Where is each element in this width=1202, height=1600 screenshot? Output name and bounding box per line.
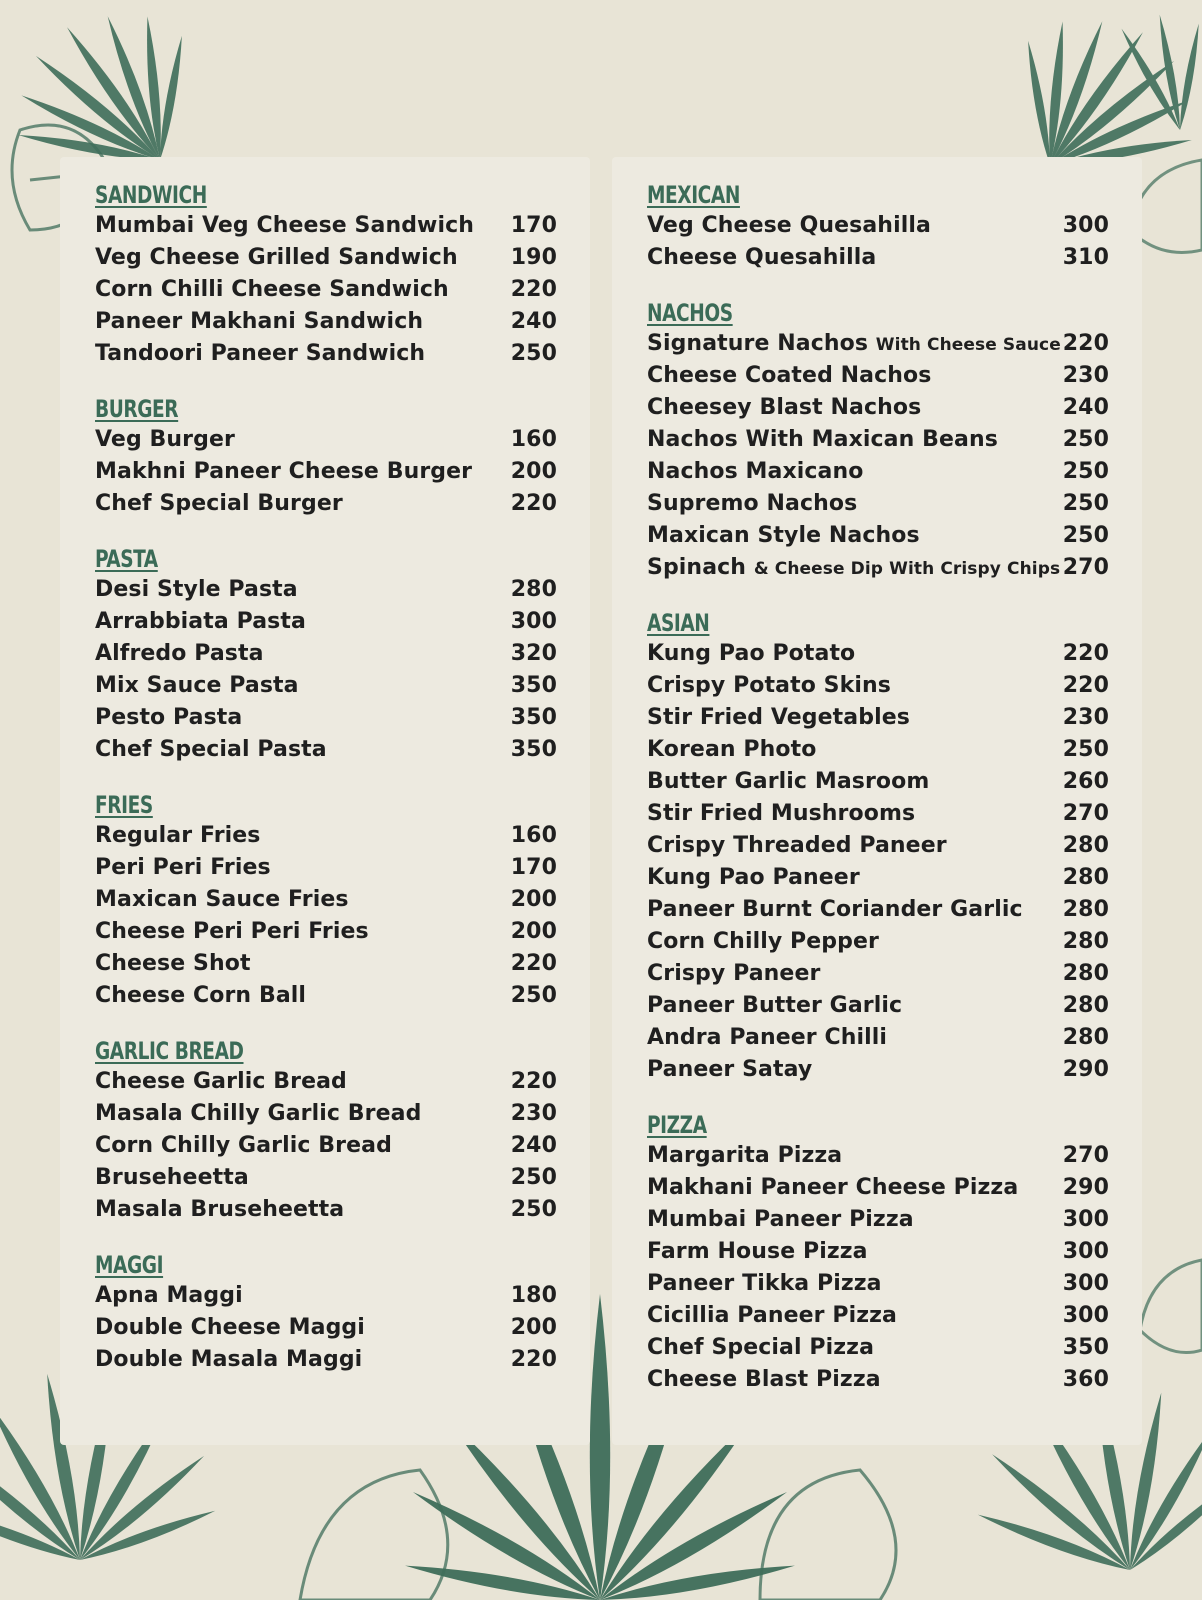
menu-item [95,980,557,1012]
menu-item-price: 170 [510,855,557,880]
menu-item-name-text: Apna Maggi [95,1283,243,1308]
menu-item-name [95,638,264,670]
menu-item-name [95,820,261,852]
menu-item-price: 270 [1062,555,1109,580]
menu-item-price: 200 [510,887,557,912]
menu-item-price: 180 [510,1283,557,1308]
menu-item [95,670,557,702]
menu-item-name-text: Alfredo Pasta [95,641,264,666]
menu-item-name [95,702,242,734]
menu-item [647,798,1109,830]
menu-section [95,180,557,370]
menu-item-price: 350 [510,737,557,762]
menu-item-price: 230 [1062,363,1109,388]
menu-item-price: 310 [1062,245,1109,270]
menu-item [95,820,557,852]
menu-item [95,574,557,606]
menu-item-name [95,456,472,488]
menu-item [647,242,1109,274]
menu-item-price: 280 [510,577,557,602]
menu-item-name [647,456,863,488]
menu-item-name-text: Corn Chilly Pepper [647,929,879,954]
menu-section [647,608,1109,1086]
menu-item-name [647,1236,868,1268]
menu-item-name-text: Cheese Garlic Bread [95,1069,347,1094]
menu-item-name [95,1194,344,1226]
menu-item-name [95,980,306,1012]
menu-item-name-text: Butter Garlic Masroom [647,769,930,794]
menu-item-name [647,894,1023,926]
menu-item-note: & Cheese Dip With Crispy Chips [753,559,1061,579]
menu-item-name-text: Double Masala Maggi [95,1347,363,1372]
menu-item [95,274,557,306]
menu-item-name-text: Maxican Sauce Fries [95,887,349,912]
menu-column-left [95,180,557,1400]
menu-item-name-text: Paneer Butter Garlic [647,993,903,1018]
menu-item-name [647,488,857,520]
section-title: FRIES [95,791,153,819]
menu-item-name [95,852,271,884]
menu-item-price: 350 [1062,1335,1109,1360]
menu-item-name [95,1312,365,1344]
menu-item [95,852,557,884]
menu-item [647,1140,1109,1172]
menu-item-price: 350 [510,705,557,730]
menu-item-name-text: Farm House Pizza [647,1239,868,1264]
menu-item [95,1130,557,1162]
menu-item-name-text: Cheese Peri Peri Fries [95,919,369,944]
menu-item [647,670,1109,702]
menu-item-price: 300 [1062,1303,1109,1328]
menu-item [647,1022,1109,1054]
menu-item-price: 250 [510,341,557,366]
menu-item-name-text: Cheese Blast Pizza [647,1367,881,1392]
menu-item-name-text: Cheesey Blast Nachos [647,395,922,420]
menu-item [95,948,557,980]
menu-item-price: 290 [1062,1175,1109,1200]
menu-item-price: 250 [1062,491,1109,516]
menu-item [647,210,1109,242]
menu-item-name [647,1140,842,1172]
menu-item-name [647,702,910,734]
menu-item-name-text: Desi Style Pasta [95,577,298,602]
menu-item [95,1194,557,1226]
menu-item-price: 160 [510,823,557,848]
menu-item-price: 360 [1062,1367,1109,1392]
menu-item-name [647,766,929,798]
menu-item-name-text: Chef Special Pasta [95,737,327,762]
menu-item-price: 270 [1062,801,1109,826]
menu-item [647,488,1109,520]
menu-item-name-text: Corn Chilly Garlic Bread [95,1133,392,1158]
menu-item [647,520,1109,552]
menu-column-right [647,180,1109,1420]
menu-item-name [95,1280,243,1312]
menu-item-name-text: Paneer Tikka Pizza [647,1271,882,1296]
menu-item-name [95,574,298,606]
menu-item [647,862,1109,894]
menu-item-name-text: Korean Photo [647,737,817,762]
menu-item [95,456,557,488]
section-title: ASIAN [647,609,710,637]
menu-item-price: 220 [510,277,557,302]
menu-item-price: 320 [510,641,557,666]
menu-item-name [647,1332,874,1364]
menu-item-name [647,798,915,830]
menu-item-name-text: Cicillia Paneer Pizza [647,1303,898,1328]
menu-item-price: 220 [510,1069,557,1094]
section-title: PASTA [95,545,158,573]
menu-section [95,1250,557,1376]
menu-item-price: 260 [1062,769,1109,794]
menu-item-name-text: Stir Fried Vegetables [647,705,910,730]
menu-item-name-text: Paneer Burnt Coriander Garlic [647,897,1023,922]
menu-item-name-text: Kung Pao Paneer [647,865,860,890]
menu-item-name-text: Double Cheese Maggi [95,1315,365,1340]
menu-item-name [95,916,369,948]
menu-item-name [647,1268,882,1300]
menu-item-name [647,360,931,392]
menu-item [647,926,1109,958]
menu-item-name-text: Supremo Nachos [647,491,858,516]
menu-section [95,544,557,766]
menu-item-price: 280 [1062,929,1109,954]
menu-item-name-text: Nachos Maxicano [647,459,864,484]
menu-item-price: 240 [510,309,557,334]
menu-item-name-text: Mumbai Veg Cheese Sandwich [95,213,475,238]
menu-item-price: 220 [1062,673,1109,698]
menu-item-name [647,1204,914,1236]
menu-item [95,210,557,242]
menu-item-price: 220 [1062,641,1109,666]
menu-item-name-text: Cheese Quesahilla [647,245,877,270]
menu-item-name-text: Veg Cheese Grilled Sandwich [95,245,458,270]
menu-item-name-text: Stir Fried Mushrooms [647,801,916,826]
menu-item-note: With Cheese Sauce [875,335,1061,355]
menu-item [647,766,1109,798]
menu-item-name-text: Mix Sauce Pasta [95,673,299,698]
menu-item-name-text: Cheese Shot [95,951,251,976]
menu-item [95,638,557,670]
menu-item [647,1268,1109,1300]
menu-item-name [95,338,425,370]
menu-item [647,552,1109,584]
menu-item-name [95,210,474,242]
menu-item-name [647,1364,881,1396]
menu-item [647,958,1109,990]
menu-item-name [647,990,902,1022]
menu-item-name-text: Signature Nachos [647,331,869,356]
menu-item-name-text: Makhni Paneer Cheese Burger [95,459,473,484]
menu-item [95,1098,557,1130]
menu-item-name [647,1300,897,1332]
menu-item [95,1312,557,1344]
menu-item-price: 200 [510,919,557,944]
menu-item-price: 250 [1062,459,1109,484]
menu-item [647,1236,1109,1268]
menu-item-name [647,424,998,456]
menu-item-name [95,1098,421,1130]
menu-item-price: 250 [1062,737,1109,762]
menu-item-name [95,606,306,638]
menu-item-price: 230 [510,1101,557,1126]
menu-item [95,606,557,638]
menu-item [95,1162,557,1194]
menu-item-name-text: Margarita Pizza [647,1143,843,1168]
menu-item-name [95,1344,362,1376]
menu-item [95,916,557,948]
menu-item-name [95,1130,392,1162]
menu-item-name-text: Andra Paneer Chilli [647,1025,888,1050]
menu-item-price: 300 [510,609,557,634]
menu-item-price: 280 [1062,961,1109,986]
menu-item-name [647,1054,812,1086]
menu-item-price: 280 [1062,993,1109,1018]
menu-item [95,1280,557,1312]
menu-item-price: 240 [1062,395,1109,420]
menu-item-name [95,948,251,980]
menu-item-name-text: Chef Special Pizza [647,1335,875,1360]
menu-item-name-text: Mumbai Paneer Pizza [647,1207,914,1232]
menu-item-name [647,520,920,552]
menu-item [647,638,1109,670]
section-title: SANDWICH [95,181,207,209]
menu-item-price: 160 [510,427,557,452]
menu-item [647,894,1109,926]
menu-item [647,424,1109,456]
menu-item [647,360,1109,392]
menu-item-price: 220 [510,1347,557,1372]
menu-item-name-text: Veg Burger [95,427,235,452]
menu-item-name [95,274,449,306]
menu-item-price: 240 [510,1133,557,1158]
section-title: NACHOS [647,299,733,327]
menu-item-name-text: Maxican Style Nachos [647,523,920,548]
menu-item-price: 350 [510,673,557,698]
section-title: GARLIC BREAD [95,1037,244,1065]
menu-item [647,1172,1109,1204]
menu-item-name [95,884,349,916]
section-title: BURGER [95,395,179,423]
menu-item [647,392,1109,424]
menu-item [95,1344,557,1376]
section-title: MAGGI [95,1251,164,1279]
menu-item-name-text: Spinach [647,555,747,580]
menu-item [95,306,557,338]
menu-item-name [647,552,1060,585]
menu-item-name-text: Nachos With Maxican Beans [647,427,998,452]
menu-item-price: 200 [510,459,557,484]
section-title: PIZZA [647,1111,707,1139]
menu-item [647,456,1109,488]
menu-item-name-text: Masala Chilly Garlic Bread [95,1101,422,1126]
menu-item-name [647,392,921,424]
menu-section [95,394,557,520]
menu-item [95,424,557,456]
menu-item [647,1300,1109,1332]
menu-section [95,790,557,1012]
menu-item-price: 250 [1062,427,1109,452]
menu-item-price: 170 [510,213,557,238]
palm-leaf-icon [17,14,186,164]
menu-item [95,488,557,520]
palm-leaf-icon [1024,14,1202,170]
menu-item-name [647,734,816,766]
menu-item-price: 220 [1062,331,1109,356]
menu-item-name [95,424,235,456]
menu-item [647,1054,1109,1086]
menu-item-name-text: Bruseheetta [95,1165,249,1190]
menu-item [647,734,1109,766]
menu-item-price: 290 [1062,1057,1109,1082]
menu-item [647,328,1109,360]
menu-item-name-text: Crispy Threaded Paneer [647,833,947,858]
menu-item-name [647,862,860,894]
menu-item [95,734,557,766]
menu-item-price: 270 [1062,1143,1109,1168]
menu-item-price: 250 [510,1197,557,1222]
menu-item-price: 250 [510,983,557,1008]
menu-item-name-text: Regular Fries [95,823,261,848]
menu-item-name [95,1162,249,1194]
menu-item-name [647,926,879,958]
menu-item [647,1364,1109,1396]
menu-item [647,830,1109,862]
menu-item-name-text: Peri Peri Fries [95,855,271,880]
menu-item [647,1332,1109,1364]
menu-item-price: 250 [510,1165,557,1190]
menu-item-price: 190 [510,245,557,270]
menu-item-price: 200 [510,1315,557,1340]
menu-item-name-text: Masala Bruseheetta [95,1197,345,1222]
menu-section [647,1110,1109,1396]
menu-item-name [647,328,1061,361]
menu-item-name [95,1066,347,1098]
menu-item-price: 230 [1062,705,1109,730]
menu-item-price: 300 [1062,1239,1109,1264]
menu-item-name-text: Paneer Satay [647,1057,813,1082]
menu-item-name [647,638,855,670]
menu-item-name [647,958,820,990]
menu-item-price: 280 [1062,833,1109,858]
menu-item [95,884,557,916]
menu-item-name-text: Arrabbiata Pasta [95,609,306,634]
menu-item-name [95,670,299,702]
menu-item-name-text: Makhani Paneer Cheese Pizza [647,1175,1019,1200]
menu-item [95,1066,557,1098]
menu-item-name-text: Corn Chilli Cheese Sandwich [95,277,449,302]
menu-item-price: 280 [1062,865,1109,890]
menu-item [95,338,557,370]
menu-item-price: 300 [1062,1271,1109,1296]
menu-item [647,990,1109,1022]
menu-section [95,1036,557,1226]
menu-item-name [647,670,891,702]
menu-item-price: 220 [510,951,557,976]
menu-item-name-text: Tandoori Paneer Sandwich [95,341,426,366]
menu-item [95,242,557,274]
menu-item-price: 220 [510,491,557,516]
menu-item-price: 250 [1062,523,1109,548]
menu-item-name-text: Veg Cheese Quesahilla [647,213,931,238]
menu-item [647,1204,1109,1236]
menu-item-name-text: Paneer Makhani Sandwich [95,309,424,334]
menu-item-name-text: Cheese Corn Ball [95,983,307,1008]
menu-item-name-text: Cheese Coated Nachos [647,363,932,388]
menu-item-name-text: Crispy Paneer [647,961,821,986]
menu-item-name [647,242,876,274]
menu-item-name [647,210,931,242]
menu-section [647,180,1109,274]
menu-item-price: 280 [1062,1025,1109,1050]
menu-item-name-text: Crispy Potato Skins [647,673,891,698]
menu-item-price: 300 [1062,1207,1109,1232]
menu-item-name [647,1022,887,1054]
menu-item-name-text: Kung Pao Potato [647,641,856,666]
menu-item-name-text: Pesto Pasta [95,705,243,730]
menu-item [647,702,1109,734]
menu-item-name [647,830,947,862]
menu-item-name [95,306,423,338]
menu-item-name [647,1172,1018,1204]
menu-item-name [95,242,458,274]
menu-item-price: 280 [1062,897,1109,922]
section-title: MEXICAN [647,181,740,209]
menu-item-name [95,734,327,766]
menu-item-name [95,488,343,520]
menu-item-name-text: Chef Special Burger [95,491,343,516]
menu-section [647,298,1109,584]
menu-item [95,702,557,734]
menu-item-price: 300 [1062,213,1109,238]
